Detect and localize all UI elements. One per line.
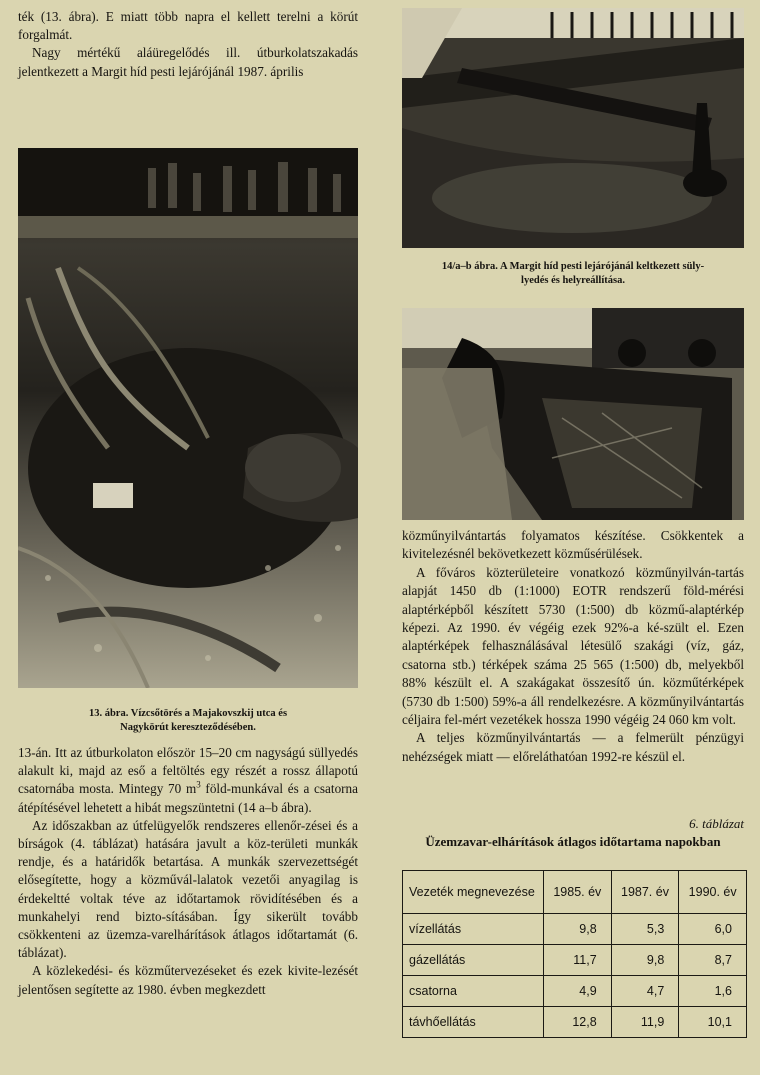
right-column-text [402, 527, 744, 766]
paragraph: A főváros közterületeire vonatkozó közműnyilván-tartás alapját 1450 db (1:1000) EOTR rendszerű föld-mérési alaptérképből készített 5730 (1:500) db közmű-alaptérkép képezi. Az 1990. év végéig ezek 92%-a ké-szült el. Ezen alaptérképek felhasználásával létesülő szakági (víz, gáz, csatorna stb.) térképek száma 25 565 (1:500) db, melyekből 88% készült el. A szakágakat összesítő ún. közműtérképek (5730 db 1:500) 59%-a áll rendelkezésre. A közműnyilvántartás céljaira fel-mért vezetékek hossza 1990 végéig 24 060 km volt. [402, 564, 744, 728]
caption-line: lyedés és helyreállítása. [521, 275, 625, 286]
table-cell: 8,7 [679, 945, 747, 976]
table-cell: 4,9 [544, 976, 612, 1007]
figure-14b-photo [402, 308, 744, 520]
table-cell: gázellátás [403, 945, 544, 976]
table-cell: 9,8 [544, 914, 612, 945]
table-cell: 6,0 [679, 914, 747, 945]
table-cell: 9,8 [611, 945, 679, 976]
column-header [403, 871, 544, 914]
superscript: 3 [196, 780, 201, 791]
column-header-label: Vezeték megnevezése [409, 884, 535, 899]
left-bottom-text [18, 744, 358, 999]
table-cell: 1,6 [679, 976, 747, 1007]
paragraph: Az időszakban az útfelügyelők rendszeres ellenőr-zései és a bírságok (4. táblázat) hatására javult a köz-területi munkák rendje, és a határidők betartása. A munkák szervezettségét elősegítette, hogy a közművál-lalatok vezetői anyagilag is érdekeltté voltak téve az időtartamok rövidítésében és a munkahelyi rend bizto-sításában. Így sikerült tovább csökkenteni az üzemza-varelhárítások átlagos időtartamát (6. táblázat). [18, 817, 358, 961]
table-cell: 11,9 [611, 1007, 679, 1038]
outage-duration-table [402, 870, 747, 1038]
figure-14a-photo [402, 8, 744, 248]
table-number: 6. táblázat [689, 816, 744, 831]
paragraph: ték (13. ábra). E miatt több napra el kellett terelni a körút forgalmát. [18, 9, 358, 43]
bridge-collapse-photo-illustration [402, 8, 744, 248]
figure-14-caption [402, 260, 744, 288]
table-row [403, 1007, 747, 1038]
table-cell: 11,7 [544, 945, 612, 976]
repair-site-photo-illustration [402, 308, 744, 520]
table-row [403, 914, 747, 945]
table-row [403, 976, 747, 1007]
table-header-row [403, 871, 747, 914]
figure-13-caption [18, 707, 358, 735]
paragraph: A teljes közműnyilvántartás — a felmerült pénzügyi nehézségek miatt — előreláthatóan 1992-re készül el. [402, 730, 744, 764]
table-cell: csatorna [403, 976, 544, 1007]
paragraph: A közlekedési- és közműtervezéseket és ezek kivite-lezését jelentősen segítette az 1980. évben megkezdett [18, 963, 358, 997]
table-cell: vízellátás [403, 914, 544, 945]
table-cell: 10,1 [679, 1007, 747, 1038]
table-title: Üzemzavar-elhárítások átlagos időtartama napokban [425, 834, 721, 849]
table-cell: 4,7 [611, 976, 679, 1007]
table-cell: 5,3 [611, 914, 679, 945]
paragraph [18, 744, 358, 817]
paragraph: közműnyilvántartás folyamatos készítése. Csökkentek a kivitelezésnél bekövetkezett közműsérülések. [402, 528, 744, 562]
column-header: 1985. év [544, 871, 612, 914]
caption-line: Nagykörút kereszteződésében. [120, 722, 256, 733]
left-top-text [18, 8, 358, 81]
caption-line: 14/a–b ábra. A Margit híd pesti lejárójánál keltkezett süly- [441, 261, 705, 272]
text-run: 13-án. Itt az útburkolaton először 15–20 cm nagyságú süllyedés alakult ki, majd az eső a feltöltés egy részét a rossz állapotú csatornába mosta. Mintegy 70 m [18, 745, 358, 797]
text-run: föld-munkával és a csatorna átépítésével lehetett a hibát megszüntetni (14 a–b ábra). [18, 781, 358, 815]
column-header: 1990. év [679, 871, 747, 914]
figure-13-photo [18, 148, 358, 688]
table-cell: 12,8 [544, 1007, 612, 1038]
caption-line: 13. ábra. Vízcsőtörés a Majakovszkij utca és [88, 708, 288, 719]
paragraph: Nagy mértékű aláüregelődés ill. útburkolatszakadás jelentkezett a Margit híd pesti lejárójánál 1987. április [18, 45, 358, 79]
column-header: 1987. év [611, 871, 679, 914]
table-cell: távhőellátás [403, 1007, 544, 1038]
table-row [403, 945, 747, 976]
excavation-photo-illustration [18, 148, 358, 688]
